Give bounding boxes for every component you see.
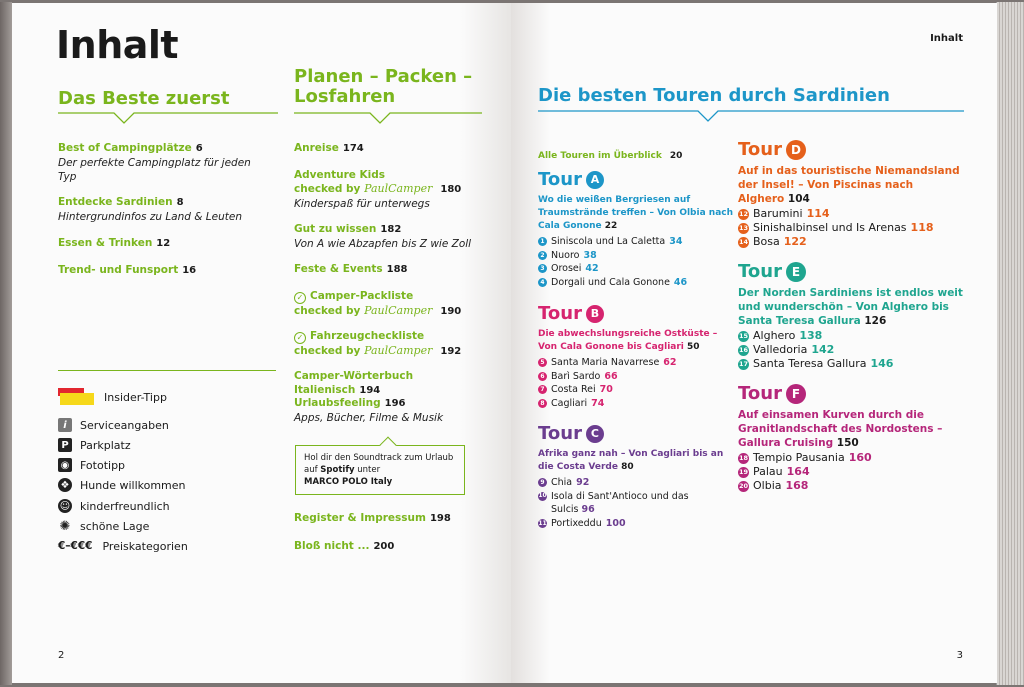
stop-page: 38 [583, 249, 597, 261]
stop-page: 100 [605, 517, 626, 529]
stop-number: 16 [738, 346, 749, 354]
tour-stop[interactable] [538, 476, 733, 490]
tour-stop[interactable] [538, 397, 733, 411]
tour-page: 80 [621, 462, 634, 472]
stop-page: 160 [848, 451, 872, 464]
legend-item [58, 498, 170, 514]
toc-entry[interactable] [294, 369, 494, 398]
tour-stop[interactable] [738, 207, 963, 221]
toc-entry[interactable] [58, 263, 196, 278]
page-number: 2 [58, 650, 65, 661]
legend-item [58, 437, 131, 453]
legend-label: Preiskategorien [102, 539, 188, 553]
tour-block-a[interactable] [538, 169, 733, 289]
legend-item [58, 417, 169, 433]
tour-stop[interactable] [738, 329, 963, 343]
legend-label: Parkplatz [80, 438, 131, 452]
entry-subtitle: Der perfekte Campingplatz für jeden Typ [58, 157, 251, 183]
stop-name: Siniscola und La Caletta [551, 236, 666, 247]
legend-label: Insider-Tipp [104, 390, 167, 404]
toc-entry[interactable] [58, 236, 170, 251]
stop-number: 11 [538, 519, 547, 527]
legend-divider [58, 370, 276, 371]
entry-page: 12 [156, 238, 171, 249]
stop-number: 9 [538, 478, 547, 487]
stop-number: 8 [538, 399, 547, 408]
tour-page: 150 [836, 437, 859, 449]
page-number: 3 [956, 650, 963, 661]
entry-title: Adventure Kids [294, 169, 386, 181]
stop-page: 138 [799, 329, 823, 342]
stop-page: 118 [910, 221, 934, 234]
stop-page: 122 [783, 235, 807, 248]
entry-title: Camper-Packliste [310, 290, 414, 302]
paw-icon: ❖ [58, 478, 72, 492]
stop-page: 164 [786, 465, 810, 478]
toc-entry[interactable] [294, 222, 494, 251]
toc-entry[interactable] [294, 141, 364, 156]
tour-stop[interactable] [738, 479, 963, 493]
legend-label: Serviceangaben [80, 418, 169, 432]
stop-name: Bosa [753, 235, 780, 248]
tour-stop[interactable] [738, 357, 963, 371]
sun-icon: ✺ [59, 518, 71, 534]
right-page [511, 3, 997, 683]
stop-page: 96 [581, 504, 595, 515]
stop-number: 14 [738, 238, 749, 246]
entry-page: 8 [176, 197, 184, 208]
heading-rule [538, 109, 964, 123]
tour-stop[interactable] [538, 249, 733, 263]
stop-page: 62 [663, 357, 677, 368]
entry-subtitle: Kinderspaß für unterwegs [294, 198, 430, 210]
legend-label: schöne Lage [80, 519, 150, 533]
entry-page: 182 [380, 224, 402, 235]
tour-description: Die abwechslungsreiche Ostküste – Von Cala Gonone bis Cagliari [538, 329, 718, 352]
stop-name: Barumini [753, 207, 803, 220]
stop-number: 20 [738, 482, 749, 490]
stop-number: 5 [538, 358, 547, 367]
entry-page: 192 [440, 346, 462, 357]
legend-label: Hunde willkommen [80, 478, 186, 492]
stop-page: 142 [811, 343, 835, 356]
tour-stop[interactable] [538, 235, 733, 249]
left-page [12, 3, 511, 683]
heading-rule [58, 111, 278, 125]
stop-number: 7 [538, 385, 547, 394]
stop-number: 19 [738, 468, 749, 476]
paulcamper-logo: PaulCamper [364, 304, 433, 317]
entry-subtitle: Hintergrundinfos zu Land & Leuten [58, 211, 242, 223]
entry-subtitle: Apps, Bücher, Filme & Musik [294, 412, 444, 424]
tour-stop[interactable] [738, 235, 963, 249]
stop-name: Chia [551, 477, 573, 488]
book-edge-left [0, 2, 12, 685]
entry-page: 6 [195, 143, 203, 154]
tour-label: Tour [538, 423, 582, 444]
entry-page: 200 [373, 541, 395, 552]
stop-name: Santa Maria Navarrese [551, 357, 660, 368]
toc-entry[interactable] [294, 539, 394, 554]
tour-label: Tour [738, 261, 782, 282]
entry-title: checked by [294, 345, 361, 357]
stop-page: 34 [669, 236, 683, 247]
tour-description: Wo die weißen Bergriesen auf Traumstrände treffen – Von Olbia nach Cala Gonone [538, 195, 734, 231]
entry-page: 20 [669, 151, 683, 161]
tour-block-c[interactable] [538, 423, 733, 530]
stop-page: 92 [576, 477, 590, 488]
tour-page: 104 [787, 193, 810, 205]
legend-label: kinderfreundlich [80, 499, 170, 513]
entry-title: Urlaubsfeeling [294, 397, 381, 409]
toc-entry[interactable] [294, 511, 451, 526]
price-icon: €–€€€ [58, 540, 93, 552]
info-icon: i [58, 418, 72, 432]
tour-stop[interactable] [738, 465, 963, 479]
stop-page: 74 [591, 397, 605, 409]
entry-title: Gut zu wissen [294, 223, 377, 235]
tour-page: 50 [687, 342, 700, 352]
tour-page: 126 [864, 315, 887, 327]
stop-name: Portixeddu [551, 517, 602, 529]
entry-page: 16 [182, 265, 197, 276]
camera-icon: ◉ [58, 458, 72, 472]
spotify-info-box: Hol dir den Soundtrack zum Urlaub auf Spotify unter MARCO POLO Italy [295, 445, 465, 495]
tour-label: Tour [738, 383, 782, 404]
entry-page: 198 [429, 513, 451, 524]
section-heading-best: Das Beste zuerst [58, 88, 230, 109]
paulcamper-logo: PaulCamper [364, 182, 433, 195]
stop-name: Barì Sardo [551, 370, 601, 382]
entry-page: 188 [386, 264, 408, 275]
tour-page: 22 [604, 221, 618, 231]
tour-stop[interactable] [738, 221, 963, 235]
tour-block-e[interactable] [738, 261, 963, 371]
legend-item [58, 457, 125, 473]
entry-title: Essen & Trinken [58, 237, 153, 249]
child-icon: ☺ [59, 500, 71, 512]
stop-name: Tempio Pausania [753, 451, 845, 464]
tour-stop[interactable] [538, 276, 733, 290]
stop-name: Costa Rei [551, 384, 596, 395]
checkmark-icon: ✓ [294, 292, 306, 304]
entry-title: Bloß nicht ... [294, 540, 370, 552]
entry-title: Register & Impressum [294, 512, 426, 524]
tour-description: Afrika ganz nah – Von Cagliari bis an die Costa Verde [538, 449, 724, 472]
tour-block-b[interactable] [538, 303, 733, 410]
tour-block-d[interactable] [738, 139, 963, 249]
tour-label: Tour [538, 169, 582, 190]
tour-description: Auf in das touristische Niemandsland der Insel! – Von Piscinas nach Alghero [738, 165, 960, 205]
tour-badge-a: A [586, 171, 604, 189]
stop-page: 146 [870, 357, 894, 370]
stop-number: 15 [738, 332, 749, 340]
entry-title: Fahrzeugcheckliste [310, 330, 425, 342]
entry-page: 196 [384, 398, 406, 409]
tour-stop[interactable] [538, 356, 733, 370]
stop-name: Palau [753, 465, 783, 478]
toc-entry[interactable] [58, 141, 258, 184]
entry-title: checked by [294, 305, 361, 317]
paulcamper-logo: PaulCamper [364, 344, 433, 357]
stop-name: Olbia [753, 479, 782, 492]
tour-label: Tour [538, 303, 582, 324]
tour-stop[interactable] [538, 262, 733, 276]
stop-number: 18 [738, 454, 749, 462]
parking-icon: P [58, 438, 72, 452]
stop-number: 12 [738, 210, 749, 218]
stop-number: 1 [538, 237, 547, 246]
stop-name: Alghero [753, 329, 796, 342]
toc-entry-overview[interactable] [538, 143, 682, 163]
entry-page: 174 [342, 143, 364, 154]
stop-name: Cagliari [551, 397, 588, 409]
stop-page: 46 [673, 276, 688, 288]
insider-tip-icon [58, 388, 96, 406]
stop-number: 6 [538, 372, 547, 381]
stop-number: 13 [738, 224, 749, 232]
tour-badge-d: D [786, 140, 806, 160]
stop-name: Nuoro [551, 249, 580, 261]
tour-badge-b: B [586, 305, 604, 323]
section-heading-plan: Planen – Packen – Losfahren [294, 66, 473, 107]
stop-number: 17 [738, 360, 749, 368]
entry-page: 194 [359, 385, 381, 396]
checkmark-icon: ✓ [294, 332, 306, 344]
stop-name: Orosei [551, 263, 582, 274]
legend-item [58, 538, 188, 554]
tour-badge-f: F [786, 384, 806, 404]
book-edge-right [996, 2, 1024, 685]
toc-entry[interactable] [294, 329, 494, 359]
tour-stop[interactable] [538, 490, 733, 517]
tour-stop[interactable] [738, 343, 963, 357]
legend-item [58, 389, 167, 405]
stop-page: 168 [785, 479, 809, 492]
spotify-label: Spotify [320, 465, 355, 475]
tour-description: Der Norden Sardiniens ist endlos weit und wunderschön – Von Alghero bis Santa Teresa Gallura [738, 287, 963, 327]
stop-name: Valledoria [753, 343, 808, 356]
stop-name: Santa Teresa Gallura [753, 357, 867, 370]
heading-rule [294, 111, 482, 125]
toc-entry[interactable] [294, 262, 407, 277]
entry-page: 190 [440, 306, 462, 317]
legend-item [58, 518, 149, 534]
stop-page: 114 [806, 207, 830, 220]
tour-badge-c: C [586, 425, 604, 443]
entry-title: Entdecke Sardinien [58, 196, 173, 208]
entry-title: Trend- und Funsport [58, 264, 179, 276]
entry-title: Camper-Wörterbuch Italienisch [294, 370, 414, 396]
entry-title: Feste & Events [294, 263, 383, 275]
tour-block-f[interactable] [738, 383, 963, 493]
stop-name: Isola di Sant'Antioco und das Sulcis [551, 490, 689, 515]
tours-heading: Die besten Touren durch Sardinien [538, 85, 890, 106]
tour-badge-e: E [786, 262, 806, 282]
tour-stop[interactable] [538, 517, 733, 531]
stop-page: 42 [585, 263, 599, 274]
entry-title: Alle Touren im Überblick [538, 151, 662, 161]
toc-entry[interactable] [294, 396, 494, 425]
stop-number: 2 [538, 251, 547, 260]
tour-stop[interactable] [738, 451, 963, 465]
stop-page: 66 [604, 370, 618, 382]
entry-subtitle: Von A wie Abzapfen bis Z wie Zoll [294, 238, 472, 250]
stop-number: 4 [538, 278, 547, 287]
tour-stop[interactable] [538, 383, 733, 397]
page-title: Inhalt [56, 23, 179, 67]
toc-entry[interactable] [58, 195, 268, 224]
running-head: Inhalt [930, 33, 963, 44]
stop-name: Sinishalbinsel und Is Arenas [753, 221, 907, 234]
toc-entry[interactable] [294, 168, 494, 211]
entry-title: Best of Campingplätze [58, 142, 192, 154]
entry-page: 180 [440, 184, 462, 195]
stop-number: 10 [538, 492, 547, 500]
tour-label: Tour [738, 139, 782, 160]
entry-title: Anreise [294, 142, 339, 154]
legend-item [58, 477, 186, 493]
tour-stop[interactable] [538, 370, 733, 384]
stop-name: Dorgali und Cala Gonone [551, 276, 670, 288]
entry-title: checked by [294, 183, 361, 195]
stop-page: 70 [599, 384, 613, 395]
legend-label: Fototipp [80, 458, 126, 472]
tour-description: Auf einsamen Kurven durch die Granitlandschaft des Nordostens – Gallura Cruising [738, 409, 943, 449]
stop-number: 3 [538, 264, 547, 273]
toc-entry[interactable] [294, 289, 494, 319]
